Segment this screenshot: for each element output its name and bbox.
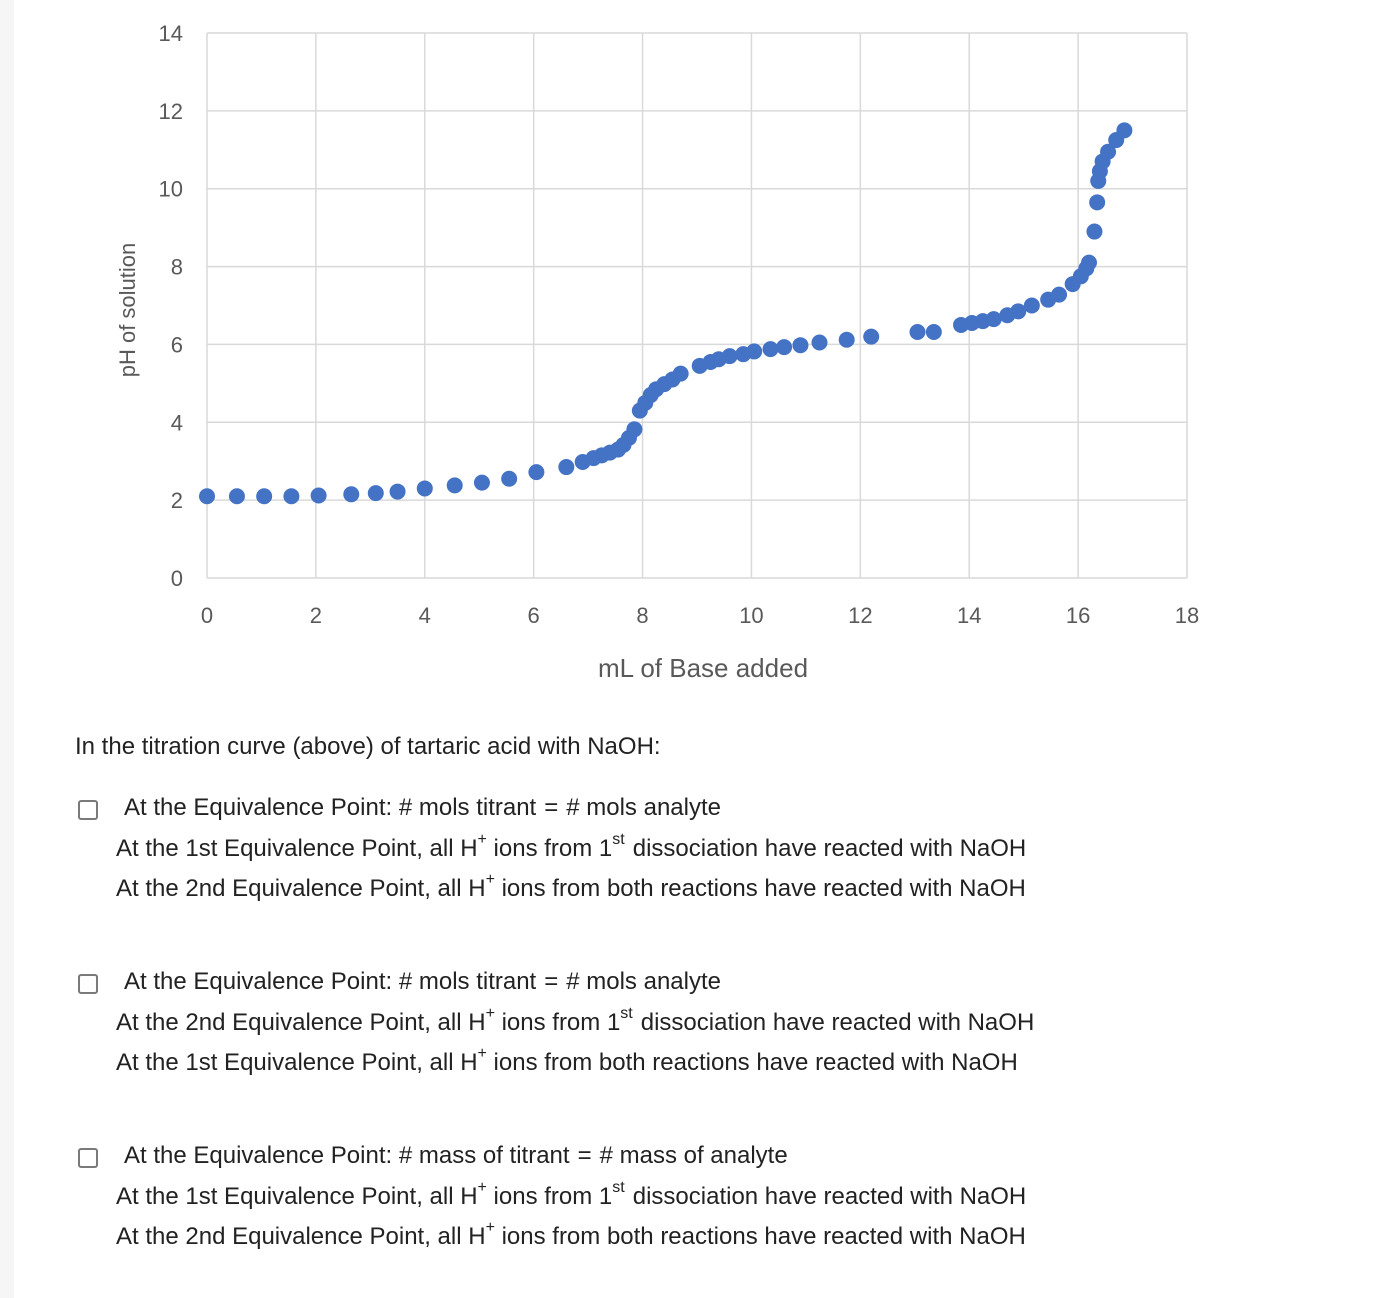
data-point: [368, 485, 384, 501]
data-point: [229, 488, 245, 504]
option-3-checkbox[interactable]: [78, 1148, 98, 1168]
data-point: [722, 348, 738, 364]
option-3-line-c: At the 2nd Equivalence Point, all H+ ions from both reactions have reacted with NaOH: [116, 1219, 1026, 1250]
data-point: [986, 311, 1002, 327]
option-2-line-a: At the Equivalence Point: # mols titrant = # mols analyte: [124, 968, 721, 995]
data-point: [863, 329, 879, 345]
data-point: [447, 477, 463, 493]
option-1-line-b: At the 1st Equivalence Point, all H+ ions from 1st dissociation have reacted with NaOH: [116, 831, 1027, 862]
x-tick-label: 4: [418, 603, 431, 628]
option-2-line-b: At the 2nd Equivalence Point, all H+ ions from 1st dissociation have reacted with NaOH: [116, 1005, 1035, 1036]
y-tick-labels: [159, 21, 183, 591]
y-tick-label: 8: [170, 254, 183, 280]
x-tick-label: 18: [1174, 603, 1200, 628]
data-point: [776, 339, 792, 355]
data-point: [199, 488, 215, 504]
y-tick-label: 0: [170, 566, 183, 591]
data-point: [1081, 255, 1097, 271]
option-2-line-c: At the 1st Equivalence Point, all H+ ions from both reactions have reacted with NaOH: [116, 1045, 1018, 1076]
option-3-line-b: At the 1st Equivalence Point, all H+ ions from 1st dissociation have reacted with NaOH: [116, 1179, 1027, 1210]
y-tick-label: 14: [158, 21, 183, 46]
data-point: [1089, 194, 1105, 210]
x-tick-label: 10: [739, 603, 764, 628]
x-tick-label: 6: [527, 603, 540, 628]
y-tick-label: 4: [170, 410, 183, 436]
data-point: [283, 488, 299, 504]
data-point: [1116, 122, 1132, 138]
data-point: [673, 366, 689, 382]
data-point: [1051, 287, 1067, 303]
y-tick-label: 6: [170, 332, 183, 358]
y-tick-label: 12: [158, 98, 183, 124]
data-series-ph: [199, 122, 1132, 504]
option-1-line-c: At the 2nd Equivalence Point, all H+ ions from both reactions have reacted with NaOH: [116, 871, 1026, 902]
x-tick-labels: [201, 603, 1199, 628]
data-point: [558, 459, 574, 475]
x-tick-label: 16: [1065, 603, 1091, 628]
data-point: [501, 471, 517, 487]
data-point: [926, 324, 942, 340]
option-3-line-a: At the Equivalence Point: # mass of titrant = # mass of analyte: [124, 1142, 788, 1169]
data-point: [812, 334, 828, 350]
data-point: [746, 343, 762, 359]
y-axis-label: pH of solution: [115, 242, 140, 378]
y-tick-label: 2: [170, 488, 183, 514]
x-tick-label: 2: [309, 603, 323, 628]
option-1-line-a: At the Equivalence Point: # mols titrant = # mols analyte: [124, 794, 721, 821]
x-tick-label: 12: [848, 603, 873, 628]
option-2-checkbox[interactable]: [78, 974, 98, 994]
data-point: [792, 337, 808, 353]
data-point: [390, 484, 406, 500]
x-axis-label: mL of Base added: [597, 653, 809, 683]
data-point: [839, 332, 855, 348]
data-point: [1010, 303, 1026, 319]
data-point: [763, 341, 779, 357]
question-text: In the titration curve (above) of tartaric acid with NaOH:: [75, 733, 661, 760]
data-point: [1086, 224, 1102, 240]
option-1-checkbox[interactable]: [78, 800, 98, 820]
data-point: [256, 488, 272, 504]
data-point: [343, 486, 359, 502]
data-point: [417, 480, 433, 496]
data-point: [626, 421, 642, 437]
x-tick-label: 8: [636, 603, 649, 628]
data-point: [1024, 298, 1040, 314]
data-point: [528, 464, 544, 480]
data-point: [311, 487, 327, 503]
data-point: [910, 324, 926, 340]
y-tick-label: 10: [158, 176, 183, 202]
x-tick-label: 14: [956, 603, 982, 628]
data-point: [474, 475, 490, 491]
x-tick-label: 0: [200, 603, 214, 628]
